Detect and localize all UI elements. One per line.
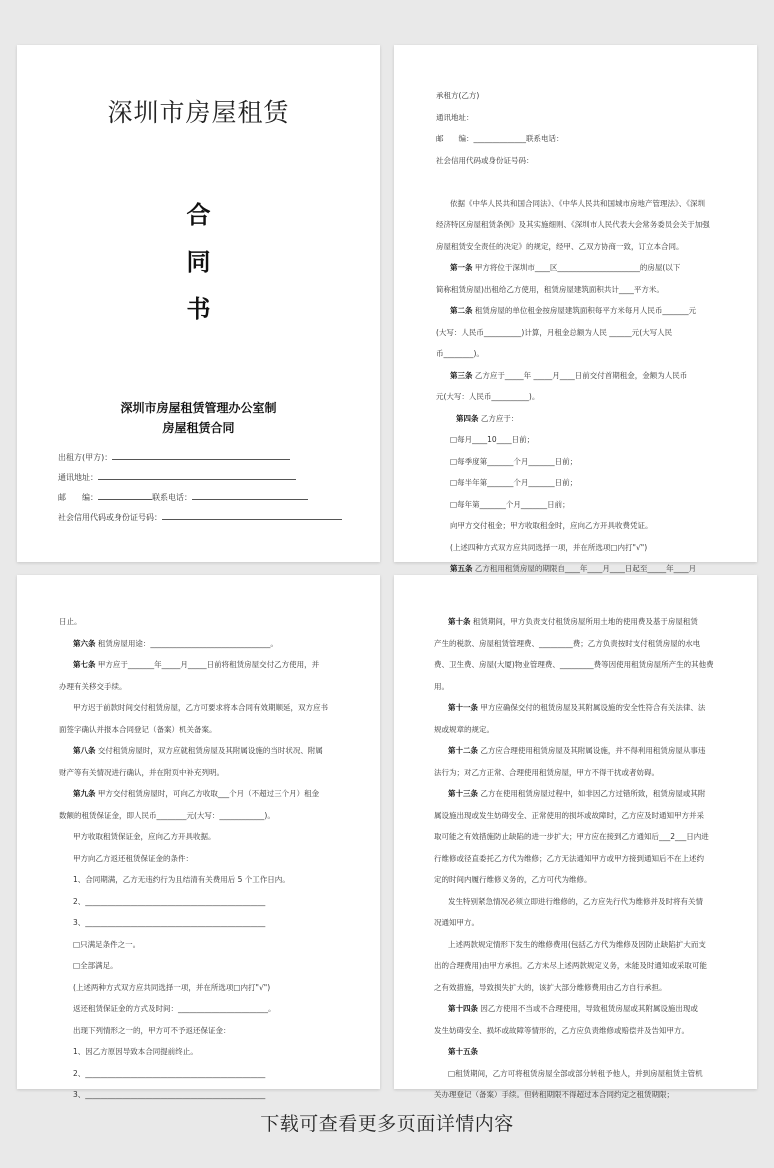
text-line: 元(大写：人民币__________)。 (436, 392, 540, 401)
text-line: 邮 编：______________联系电话： (436, 134, 564, 143)
clause-number: 第八条 (73, 746, 96, 755)
page-4-text (434, 611, 717, 1106)
clause-15 (434, 1041, 717, 1063)
clause-number: 第四条 (456, 413, 479, 423)
clause-6: 第六条 租赁房屋用途：________________________________。 (73, 638, 278, 648)
text-line: 返还租赁保证金的方式及时间：________________________。 (73, 1004, 276, 1013)
clause-3: 第三条 乙方应于_____年 _____月____日前交付首期租金，金额为人民币 (450, 370, 688, 380)
clause-2: 第二条 租赁房屋的单位租金按房屋建筑面积每平方米每月人民币_______元 (450, 306, 697, 315)
lessor-label: 出租方(甲方)： (58, 453, 113, 462)
address-blank (98, 471, 296, 480)
clause-13: 第十三条 乙方在使用租赁房屋过程中，如非因乙方过错所致，租赁房屋或其附 (448, 789, 706, 798)
text-line: 币________)。 (436, 349, 484, 358)
option-line: □每月____10____日前； (450, 435, 535, 444)
text-line: 承租方(乙方) (436, 91, 480, 100)
condition-line: 3、________________________________________________ (73, 1090, 266, 1099)
cover-char-2: 同 (186, 248, 211, 276)
text-line: 取可能之有效措施防止缺陷的进一步扩大；甲方应在接到乙方通知后___2___日内进 (434, 832, 709, 841)
text-line: (上述四种方式双方应共同选择一项，并在所选项□内打"√") (450, 542, 648, 552)
text-line: 向甲方交付租金；甲方收取租金时，应向乙方开具收费凭证。 (450, 521, 653, 530)
text-line: 产生的税款、房屋租赁管理费、_________费；乙方负责按时支付租赁房屋的水电 (434, 638, 701, 648)
text-line: 发生特别紧急情况必须立即进行维修的，乙方应先行代为维修并及时将有关情 (448, 896, 703, 906)
clause-number: 第十四条 (448, 1004, 478, 1013)
cover-title: 深圳市房屋租赁 (107, 98, 290, 127)
clause-number: 第十一条 (448, 703, 478, 712)
text-line: 甲方向乙方返还租赁保证金的条件： (73, 853, 193, 863)
contract-page-4 (394, 575, 757, 1099)
address-field (58, 471, 296, 483)
text-line (436, 171, 717, 193)
text-line: 况通知甲方。 (434, 918, 479, 927)
cover-char-3: 书 (186, 295, 211, 323)
clause-number: 第十条 (448, 617, 471, 626)
clause-number: 第三条 (450, 370, 473, 380)
clause-11: 第十一条 甲方应确保交付的租赁房屋及其附属设施的安全性符合有关法律、法 (448, 703, 706, 712)
condition-line: 1、因乙方原因导致本合同提前终止。 (73, 1047, 198, 1056)
text-line: 规或规章的规定。 (434, 724, 494, 734)
clause-number: 第五条 (450, 564, 473, 573)
clause-7: 第七条 甲方应于_______年_____月_____日前将租赁房屋交付乙方使用，并 (73, 660, 320, 669)
clause-8: 第八条 交付租赁房屋时，双方应就租赁房屋及其附属设施的当时状况、附属 (73, 746, 323, 755)
option-line: □只满足条件之一。 (73, 939, 141, 949)
text-line: 法行为；对乙方正常、合理使用租赁房屋，甲方不得干扰或者妨碍。 (434, 767, 659, 777)
clause-5: 第五条 乙方租用租赁房屋的期限自____年____月____日起至_____年____月 (450, 564, 697, 573)
clause-number: 第十三条 (448, 789, 478, 798)
download-more-caption: 下载可查看更多页面详情内容 (260, 1113, 514, 1135)
idcode-blank (162, 511, 342, 520)
page-3-text (59, 611, 340, 1106)
text-line: 房屋租赁安全责任的决定》的规定，经甲、乙双方协商一致，订立本合同。 (436, 241, 684, 251)
issuing-org: 深圳市房屋租赁管理办公室制 (120, 401, 277, 415)
option-line: □全部满足。 (73, 961, 118, 970)
clause-number: 第十五条 (448, 1047, 478, 1056)
text-line: 日止。 (59, 617, 82, 626)
condition-line: 2、________________________________________________ (73, 1068, 266, 1078)
text-line: 定的时间内履行维修义务的，乙方可代为维修。 (434, 875, 592, 884)
postcode-blank (98, 491, 152, 500)
text-line: 关办理登记（备案）手续。但转租期限不得超过本合同约定之租赁期限； (434, 1090, 674, 1099)
phone-blank (192, 491, 308, 500)
text-line: 发生妨碍安全、损坏或故障等情形的，乙方应负责维修或赔偿并及告知甲方。 (434, 1025, 689, 1035)
condition-line: 3、________________________________________________ (73, 918, 266, 927)
clause-10: 第十条 租赁期间，甲方负责支付租赁房屋所用土地的使用费及基于房屋租赁 (448, 617, 698, 626)
text-line: 用。 (434, 681, 449, 691)
text-line: 通讯地址： (436, 112, 474, 122)
text-line: 之有效措施，导致损失扩大的，该扩大部分维修费用由乙方自行承担。 (434, 982, 667, 992)
contract-page-3 (17, 575, 380, 1099)
option-line: □每年第_______个月_______日前； (450, 499, 570, 509)
text-line: 依据《中华人民共和国合同法》、《中华人民共和国城市房地产管理法》、《深圳 (450, 198, 705, 208)
text-line: 出的合理费用)由甲方承担。乙方未尽上述两款规定义务，未能及时通知或采取可能 (434, 961, 707, 970)
text-line: 经济特区房屋租赁条例》及其实施细则、《深圳市人民代表大会常务委员会关于加强 (436, 220, 710, 229)
text-line: 办理有关移交手续。 (59, 681, 127, 691)
text-line: 社会信用代码或身份证号码： (436, 155, 534, 165)
lessor-blank (112, 451, 290, 460)
idcode-label: 社会信用代码或身份证号码： (58, 513, 162, 522)
clause-number: 第六条 (73, 638, 96, 648)
clause-9: 第九条 甲方交付租赁房屋时，可向乙方收取___个月（不超过三个月）租金 (73, 789, 320, 798)
clause-number: 第十二条 (448, 746, 478, 755)
text-line: 财产等有关情况进行确认，并在附页中补充列明。 (59, 767, 224, 777)
text-line: 甲方迟于前款时间交付租赁房屋，乙方可要求将本合同有效期顺延，双方应书 (73, 703, 328, 712)
text-line: 费、卫生费、房屋(大厦)物业管理费、_________费等因使用租赁房屋所产生的其他费 (434, 660, 714, 669)
text-line: 面签字确认并报本合同登记（备案）机关备案。 (59, 724, 217, 734)
page-2-text (436, 85, 717, 580)
text-line: 属设施出现或发生妨碍安全、正常使用的损坏或故障时，乙方应及时通知甲方并采 (434, 810, 704, 820)
text-line: 简称租赁房屋)出租给乙方使用，租赁房屋建筑面积共计____平方米。 (436, 284, 664, 294)
clause-number: 第二条 (450, 306, 473, 315)
text-line: 上述两款规定情形下发生的维修费用(包括乙方代为维修及因防止缺陷扩大而支 (448, 939, 706, 949)
idcode-field (58, 511, 342, 523)
postcode-label: 邮 编： (58, 493, 98, 502)
text-line: (大写：人民币__________)计算，月租金总额为人民 ______元(大写人民 (436, 327, 673, 337)
text-line: (上述两种方式双方应共同选择一项，并在所选项□内打"√") (73, 982, 271, 992)
phone-label: 联系电话： (152, 493, 192, 502)
clause-12: 第十二条 乙方应合理使用租赁房屋及其附属设施，并不得利用租赁房屋从事违 (448, 746, 706, 755)
contract-cover-page (17, 45, 380, 562)
option-line: □租赁期间，乙方可将租赁房屋全部或部分转租予他人，并到房屋租赁主管机 (448, 1068, 703, 1078)
clause-number: 第七条 (73, 660, 96, 669)
text-line: 数额的租赁保证金，即人民币________元(大写：____________)。 (59, 810, 275, 820)
clause-4: 第四条 乙方应于： (456, 413, 519, 423)
text-line: 出现下列情形之一的，甲方可不予返还保证金： (73, 1025, 231, 1035)
clause-14: 第十四条 因乙方使用不当或不合理使用，导致租赁房屋或其附属设施出现或 (448, 1004, 698, 1013)
cover-char-1: 合 (186, 201, 211, 229)
text-line: 行维修或径直委托乙方代为维修；乙方无法通知甲方或甲方接到通知后不在上述约 (434, 853, 704, 863)
option-line: □每半年第_______个月_______日前； (450, 478, 578, 487)
address-label: 通讯地址： (58, 473, 98, 482)
text-line: 甲方收取租赁保证金，应向乙方开具收据。 (73, 832, 216, 841)
option-line: □每季度第_______个月_______日前； (450, 456, 578, 466)
lessor-field (58, 451, 290, 463)
clause-number: 第九条 (73, 789, 96, 798)
clause-number: 第一条 (450, 263, 473, 272)
contract-name: 房屋租赁合同 (162, 421, 235, 435)
clause-1: 第一条 甲方将位于深圳市____区______________________的房屋(以下 (450, 263, 681, 272)
contract-page-2 (394, 45, 757, 573)
condition-line: 2、________________________________________________ (73, 896, 266, 906)
condition-line: 1、合同期满，乙方无违约行为且结清有关费用后 5 个工作日内。 (73, 875, 290, 884)
postcode-phone-field (58, 491, 308, 503)
